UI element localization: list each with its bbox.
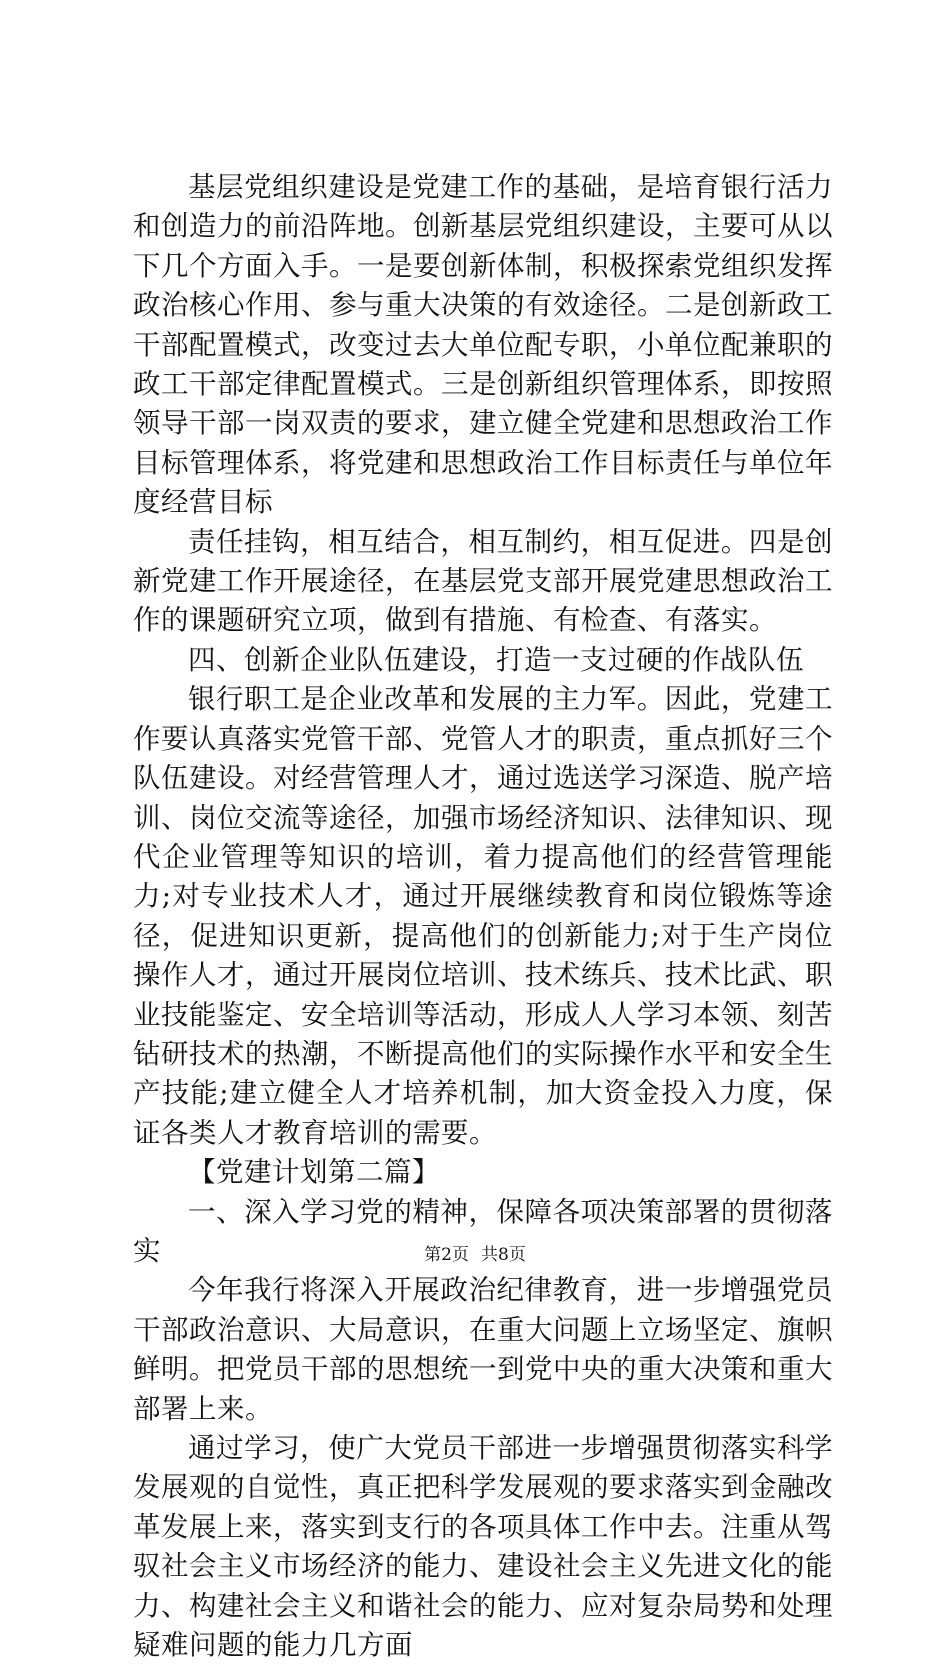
paragraph: 银行职工是企业改革和发展的主力军。因此，党建工作要认真落实党管干部、党管人才的职责，重点抓好三个队伍建设。对经营管理人才，通过选送学习深造、脱产培训、岗位交流等途径，加强市场经济知识、法律知识、现代企业管理等知识的培训，着力提高他们的经营管理能力;对专业技术人才，通过开展继续教育和岗位锻炼等途径，促进知识更新，提高他们的创新能力;对于生产岗位操作人才，通过开展岗位培训、技术练兵、技术比武、职业技能鉴定、安全培训等活动，形成人人学习本领、刻苦钻研技术的热潮，不断提高他们的实际操作水平和安全生产技能;建立健全人才培养机制，加大资金投入力度，保证各类人才教育培训的需要。 <box>133 683 833 1149</box>
page-total: 共8页 <box>481 1245 526 1265</box>
part-heading: 【党建计划第二篇】 <box>188 1156 440 1189</box>
paragraph: 责任挂钩，相互结合，相互制约，相互促进。四是创新党建工作开展途径，在基层党支部开展党建思想政治工作的课题研究立项，做到有措施、有检查、有落实。 <box>133 525 833 637</box>
section-heading: 一、深入学习党的精神，保障各项决策部署的贯彻落实 <box>133 1195 833 1267</box>
paragraph: 今年我行将深入开展政治纪律教育，进一步增强党员干部政治意识、大局意识，在重大问题上立场坚定、旗帜鲜明。把党员干部的思想统一到党中央的重大决策和重大部署上来。 <box>133 1274 833 1425</box>
paragraph: 基层党组织建设是党建工作的基础，是培育银行活力和创造力的前沿阵地。创新基层党组织建设，主要可从以下几个方面入手。一是要创新体制，积极探索党组织发挥政治核心作用、参与重大决策的有效途径。二是创新政工干部配置模式，改变过去大单位配专职，小单位配兼职的政工干部定律配置模式。三是创新组织管理体系，即按照领导干部一岗双责的要求，建立健全党建和思想政治工作目标管理体系，将党建和思想政治工作目标责任与单位年度经营目标 <box>133 171 833 519</box>
page-footer <box>0 1244 950 1266</box>
section-heading: 四、创新企业队伍建设，打造一支过硬的作战队伍 <box>188 643 804 676</box>
page-number: 第2页 <box>424 1245 469 1265</box>
document-body <box>133 168 833 1665</box>
paragraph: 通过学习，使广大党员干部进一步增强贯彻落实科学发展观的自觉性，真正把科学发展观的要求落实到金融改革发展上来，落实到支行的各项具体工作中去。注重从驾驭社会主义市场经济的能力、建设社会主义先进文化的能力、构建社会主义和谐社会的能力、应对复杂局势和处理疑难问题的能力几方面 <box>133 1432 833 1662</box>
